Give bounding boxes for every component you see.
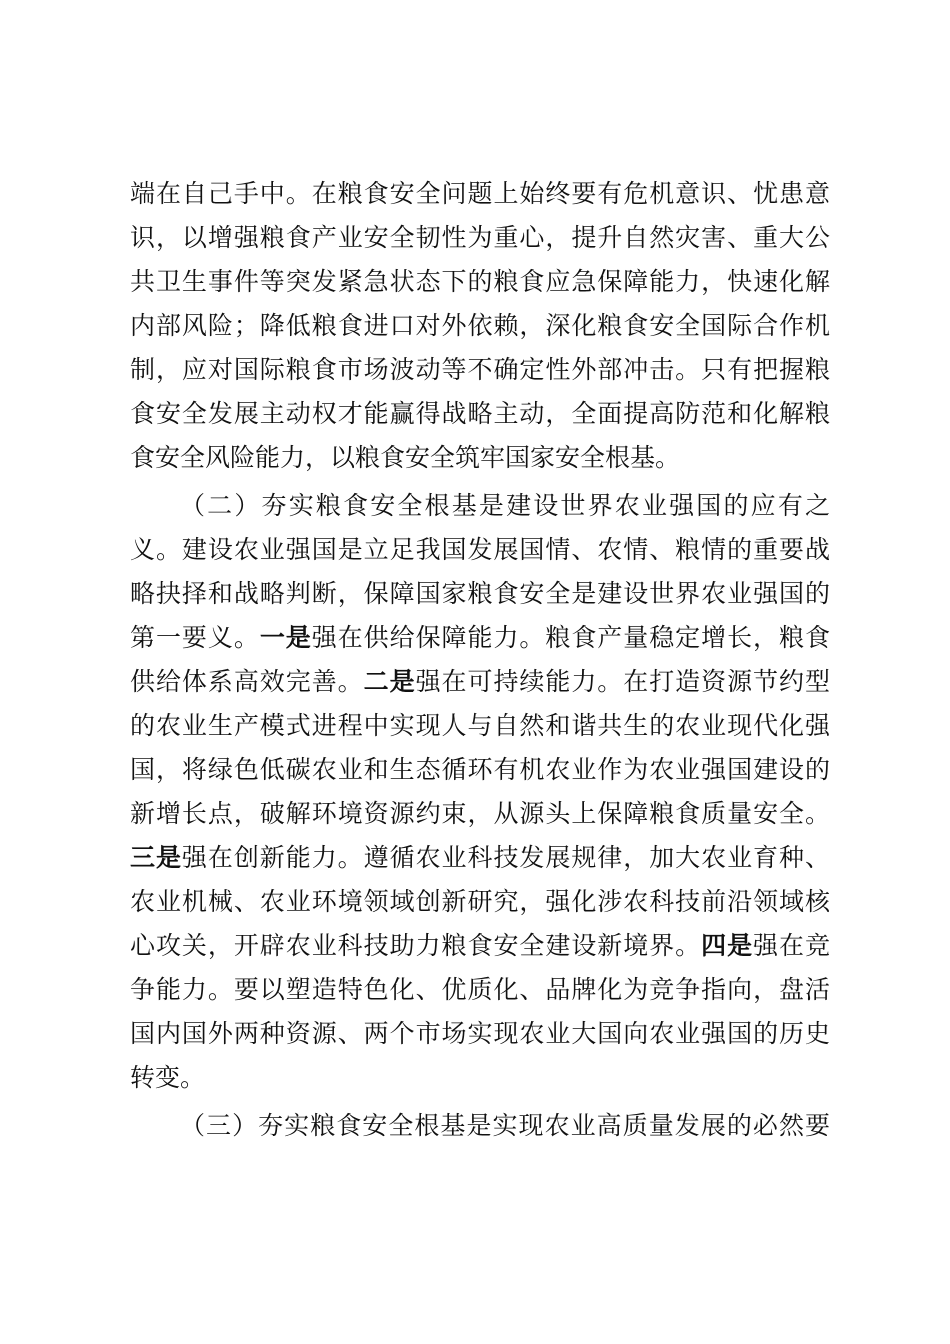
text-line-12 — [130, 660, 830, 704]
text-line-1 — [130, 172, 830, 216]
text-line-6 — [130, 392, 830, 436]
text-line-11 — [130, 616, 830, 660]
text-line-17 — [130, 880, 830, 924]
text-line-14 — [130, 748, 830, 792]
line-text: 义。建设农业强国是立足我国发展国情、农情、粮情的重要战 — [130, 535, 830, 564]
line-text: 强在供给保障能力。粮食产量稳定增长，粮食 — [311, 623, 830, 652]
text-line-10 — [130, 572, 830, 616]
line-text: 国内国外两种资源、两个市场实现农业大国向农业强国的历史 — [130, 1019, 830, 1048]
text-line-9 — [130, 528, 830, 572]
text-line-13 — [130, 704, 830, 748]
bold-marker-two: 二是 — [363, 667, 416, 696]
line-text: 农业机械、农业环境领域创新研究，强化涉农科技前沿领域核 — [130, 887, 830, 916]
text-line-20 — [130, 1012, 830, 1056]
line-text: 略抉择和战略判断，保障国家粮食安全是建设世界农业强国的 — [130, 579, 830, 608]
text-line-7 — [130, 436, 830, 480]
bold-marker-one: 一是 — [259, 623, 312, 652]
line-text: 国，将绿色低碳农业和生态循环有机农业作为农业强国建设的 — [130, 755, 830, 784]
line-text: （二）夯实粮食安全根基是建设世界农业强国的应有之 — [180, 491, 830, 520]
section-heading-2 — [180, 484, 830, 528]
text-line-19 — [130, 968, 830, 1012]
line-text: 争能力。要以塑造特色化、优质化、品牌化为竞争指向，盘活 — [130, 975, 830, 1004]
line-text: 第一要义。 — [130, 623, 260, 652]
line-text: 强在创新能力。遵循农业科技发展规律，加大农业育种、 — [181, 843, 830, 872]
line-text: 强在竞 — [753, 931, 830, 960]
line-text: 内部风险；降低粮食进口对外依赖，深化粮食安全国际合作机 — [130, 311, 830, 340]
line-text: 强在可持续能力。在打造资源节约型 — [415, 667, 830, 696]
line-text: （三）夯实粮食安全根基是实现农业高质量发展的必然要 — [180, 1111, 830, 1140]
text-line-4 — [130, 304, 830, 348]
line-text: 制，应对国际粮食市场波动等不确定性外部冲击。只有把握粮 — [130, 355, 830, 384]
bold-marker-four: 四是 — [701, 931, 754, 960]
line-text: 端在自己手中。在粮食安全问题上始终要有危机意识、忧患意 — [130, 179, 830, 208]
section-heading-3 — [180, 1104, 830, 1148]
text-line-5 — [130, 348, 830, 392]
line-text: 共卫生事件等突发紧急状态下的粮食应急保障能力，快速化解 — [130, 267, 830, 296]
line-text: 的农业生产模式进程中实现人与自然和谐共生的农业现代化强 — [130, 711, 830, 740]
text-line-15 — [130, 792, 830, 836]
text-line-16 — [130, 836, 830, 880]
line-text: 新增长点，破解环境资源约束，从源头上保障粮食质量安全。 — [130, 799, 830, 828]
line-text: 食安全发展主动权才能赢得战略主动，全面提高防范和化解粮 — [130, 399, 830, 428]
line-text: 供给体系高效完善。 — [130, 667, 364, 696]
line-text: 转变。 — [130, 1063, 206, 1092]
text-line-21 — [130, 1056, 830, 1100]
bold-marker-three: 三是 — [130, 843, 182, 872]
text-line-18 — [130, 924, 830, 968]
line-text: 食安全风险能力，以粮食安全筑牢国家安全根基。 — [130, 443, 681, 472]
line-text: 心攻关，开辟农业科技助力粮食安全建设新境界。 — [130, 931, 702, 960]
text-line-2 — [130, 216, 830, 260]
text-line-3 — [130, 260, 830, 304]
line-text: 识，以增强粮食产业安全韧性为重心，提升自然灾害、重大公 — [130, 223, 830, 252]
